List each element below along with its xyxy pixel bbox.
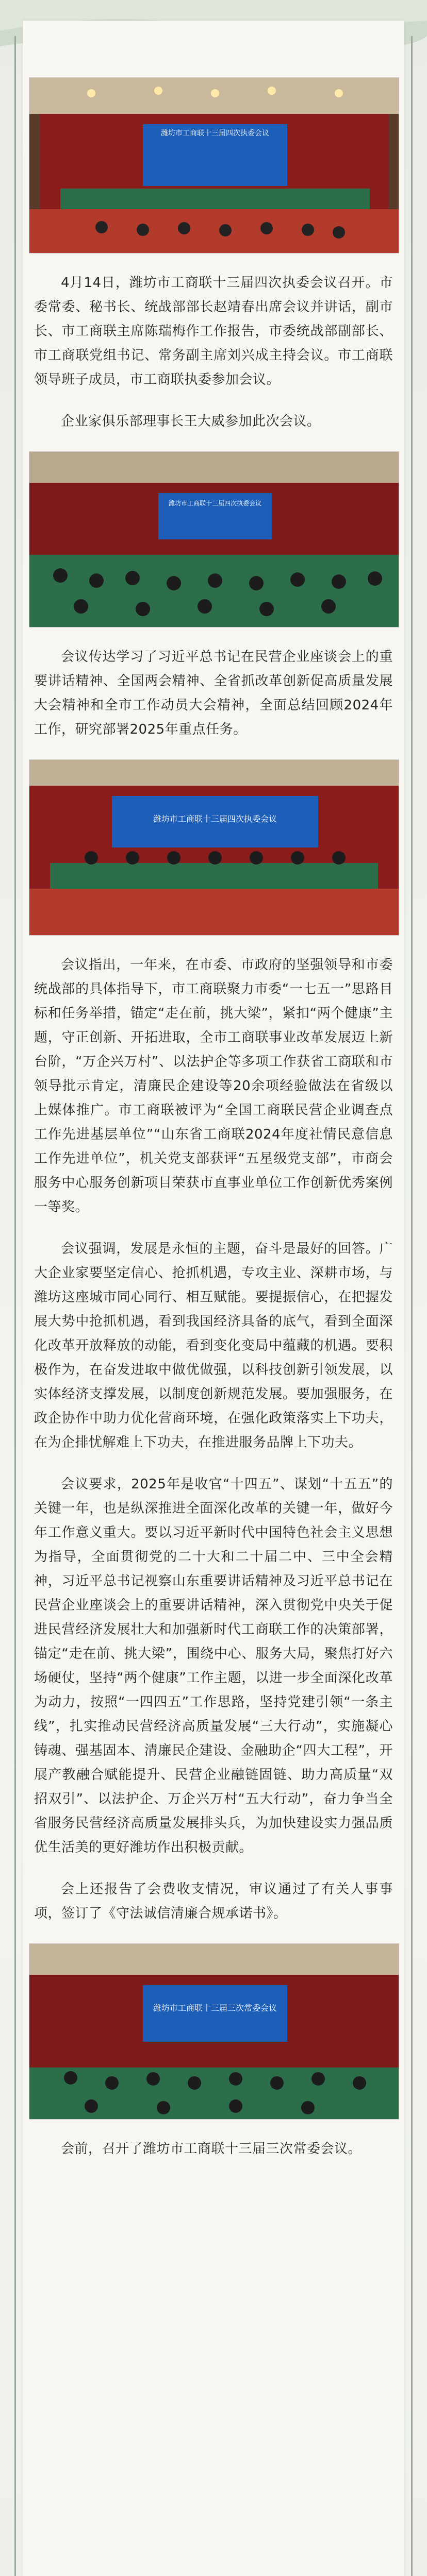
photo-banner-1: 潍坊市工商联十三届四次执委会议 [161,129,269,138]
photo-banner-2: 潍坊市工商联十三届四次执委会议 [168,500,262,507]
paragraph-8: 会前，召开了潍坊市工商联十三届三次常委会议。 [61,2141,362,2157]
article-content [29,77,398,2179]
paragraph-5: 会议强调，发展是永恒的主题，奋斗是最好的回答。广大企业家要坚定信心、抢抓机遇，专攻主业、深耕市场，与潍坊这座城市同心同行、相互赋能。要提振信心，在把握发展大势中抢抓机遇，看到我国经济具备的底气，看到全面深化改革开放释放的动能，看到变化变局中蕴藏的机遇。要积极作为，在奋发进取中做优做强，以科技创新引领发展，以实体经济支撑发展，以制度创新规范发展。要加强服务，在政企协作中助力优化营商环境，在强化政策落实上下功夫，在为企排忧解难上下功夫，在推进服务品牌上下功夫。 [34,1241,393,1450]
paragraph-4: 会议指出，一年来，在市委、市政府的坚强领导和市委统战部的具体指导下，市工商联聚力市委“一七五一”思路目标和任务举措，锚定“走在前，挑大梁”，紧扣“两个健康”主题，守正创新、开拓进取，全市工商联事业改革发展迈上新台阶，“万企兴万村”、以法护企等多项工作获省工商联和市领导批示肯定，清廉民企建设等20余项经验做法在省级以上媒体推广。市工商联被评为“全国工商联民营企业调查点工作先进基层单位”“山东省工商联2024年度社情民意信息工作先进单位”，机关党支部获评“五星级党支部”，市商会服务中心服务创新项目荣获市直事业单位工作创新优秀案例一等奖。 [34,957,393,1215]
paragraph-2: 企业家俱乐部理事长王大威参加此次会议。 [61,414,321,429]
meeting-photo-2 [29,451,399,628]
paragraph-1: 4月14日，潍坊市工商联十三届四次执委会议召开。市委常委、秘书长、统战部部长赵靖春出席会议并讲话，副市长、市工商联主席陈瑞梅作工作报告，市委统战部副部长、市工商联党组书记、常务副主席刘兴成主持会议。市工商联领导班子成员，市工商联执委参加会议。 [34,275,393,387]
meeting-photo-4 [29,1943,399,2120]
meeting-photo-1 [29,77,399,253]
meeting-photo-3 [29,759,399,936]
paragraph-7: 会上还报告了会费收支情况，审议通过了有关人事事项，签订了《守法诚信清廉合规承诺书》。 [34,1882,393,1921]
paragraph-3: 会议传达学习了习近平总书记在民营企业座谈会上的重要讲话精神、全国两会精神、全省抓改革创新促高质量发展大会精神和全市工作动员大会精神，全面总结回顾2024年工作，研究部署2025年重点任务。 [34,649,393,737]
paragraph-6: 会议要求，2025年是收官“十四五”、谋划“十五五”的关键一年，也是纵深推进全面深化改革的关键一年，做好今年工作意义重大。要以习近平新时代中国特色社会主义思想为指导，全面贯彻党的二十大和二十届二中、三中全会精神，习近平总书记视察山东重要讲话精神及习近平总书记在民营企业座谈会上的重要讲话精神，深入贯彻党中央关于促进民营经济发展壮大和加强新时代工商联工作的决策部署，锚定“走在前、挑大梁”，围绕中心、服务大局，聚焦打好六场硬仗，坚持“两个健康”工作主题，以进一步全面深化改革为动力，按照“一四四五”工作思路，坚持党建引领“一条主线”，扎实推动民营经济高质量发展“三大行动”，实施凝心铸魂、强基固本、清廉民企建设、金融助企“四大工程”，开展产教融合赋能提升、民营企业融链固链、助力高质量“双招双引”、以法护企、万企兴万村“五大行动”，奋力争当全省服务民营经济高质量发展排头兵，为加快建设实力强品质优生活美的更好潍坊作出积极贡献。 [34,1477,393,1855]
photo-banner-4: 潍坊市工商联十三届三次常委会议 [153,2003,277,2013]
photo-banner-3: 潍坊市工商联十三届四次执委会议 [153,814,277,824]
